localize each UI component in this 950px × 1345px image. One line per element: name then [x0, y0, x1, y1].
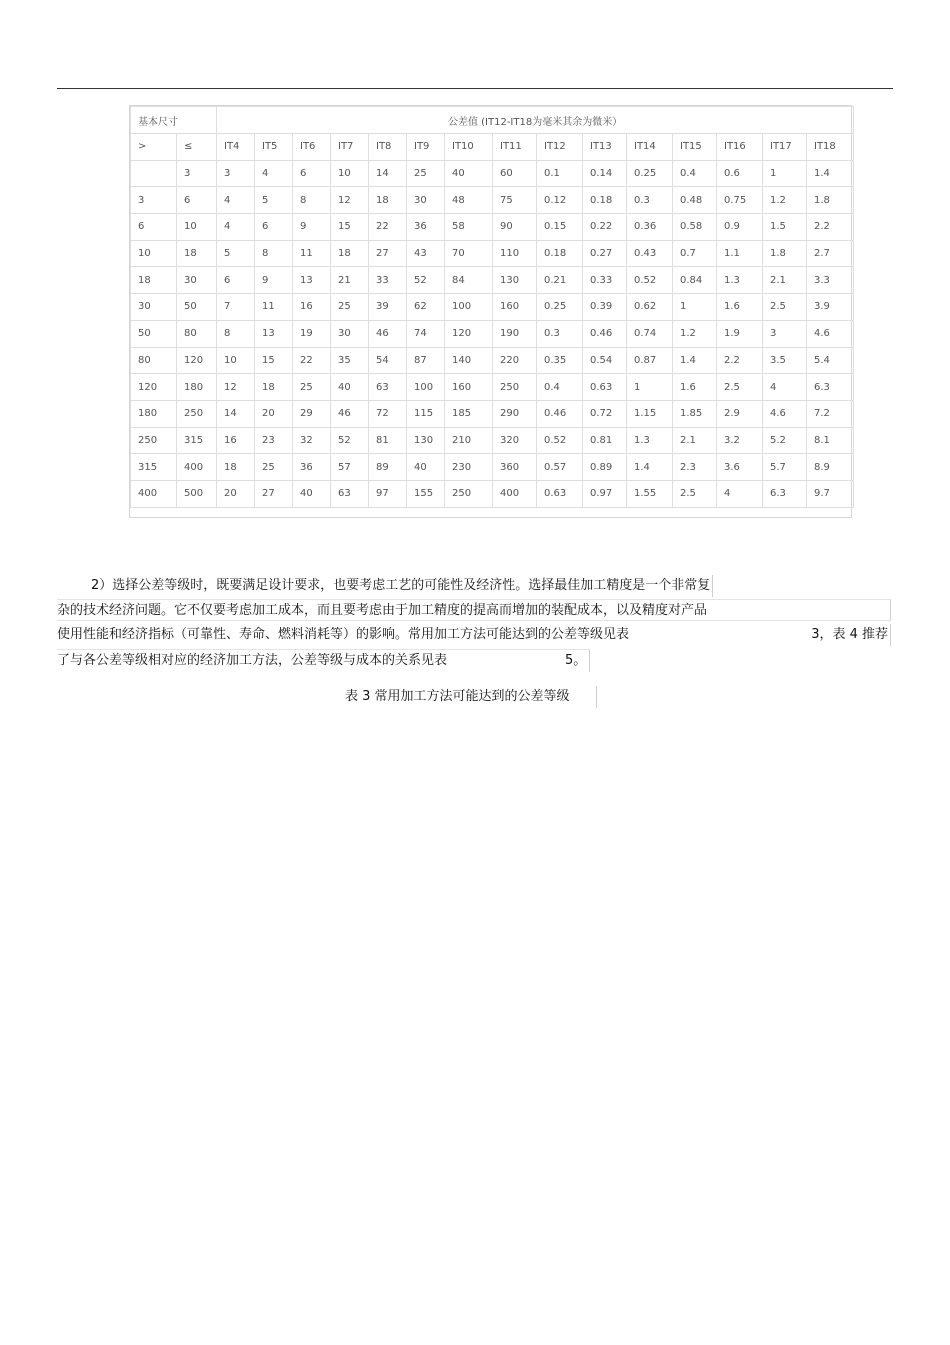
table-cell: 48 — [445, 187, 493, 214]
table-cell: 89 — [369, 454, 407, 481]
table-cell: 1.4 — [673, 347, 717, 374]
table-cell: 43 — [407, 240, 445, 267]
table-cell: 3.6 — [717, 454, 763, 481]
table-cell: 290 — [493, 400, 537, 427]
table-cell: 18 — [369, 187, 407, 214]
table-cell: 2.7 — [807, 240, 854, 267]
table-cell: 4 — [217, 187, 255, 214]
table-cell: 22 — [293, 347, 331, 374]
table-cell: 6 — [217, 267, 255, 294]
table-cell: 2.5 — [763, 294, 807, 321]
column-header: IT17 — [763, 134, 807, 161]
table-cell: 12 — [217, 374, 255, 401]
table-cell: 0.43 — [627, 240, 673, 267]
table-cell: 1 — [763, 160, 807, 187]
table-cell: 2.1 — [673, 427, 717, 454]
table-cell: 29 — [293, 400, 331, 427]
column-header: IT13 — [583, 134, 627, 161]
table-cell: 3 — [217, 160, 255, 187]
paragraph-text: 使用性能和经济指标（可靠性、寿命、燃料消耗等）的影响。常用加工方法可能达到的公差等级见表 — [57, 627, 630, 642]
paragraph-line: 2）选择公差等级时，既要满足设计要求，也要考虑工艺的可能性及经济性。选择最佳加工精度是一个非常复 — [57, 575, 713, 597]
table-cell: 25 — [407, 160, 445, 187]
table-cell: 0.46 — [537, 400, 583, 427]
column-header: IT15 — [673, 134, 717, 161]
tolerance-table — [130, 106, 854, 508]
table-cell: 120 — [177, 347, 217, 374]
table-cell: 3.9 — [807, 294, 854, 321]
table-cell: 10 — [131, 240, 177, 267]
column-header: IT14 — [627, 134, 673, 161]
table-cell: 14 — [217, 400, 255, 427]
table-cell: 5.2 — [763, 427, 807, 454]
table-cell: 74 — [407, 320, 445, 347]
table-cell: 9.7 — [807, 480, 854, 507]
table-cell: 2.9 — [717, 400, 763, 427]
table-cell: 0.15 — [537, 214, 583, 241]
table-cell: 40 — [293, 480, 331, 507]
table-cell: 25 — [293, 374, 331, 401]
table-cell: 87 — [407, 347, 445, 374]
table-cell: 1.55 — [627, 480, 673, 507]
table-cell: 2.2 — [717, 347, 763, 374]
table-row — [131, 187, 854, 214]
table-cell: 23 — [255, 427, 293, 454]
table-cell: 0.18 — [583, 187, 627, 214]
paragraph-line — [57, 649, 590, 672]
table-cell: 0.36 — [627, 214, 673, 241]
table-cell: 250 — [177, 400, 217, 427]
table-cell: 81 — [369, 427, 407, 454]
table-cell: 230 — [445, 454, 493, 481]
table-cell: 15 — [255, 347, 293, 374]
table-cell: 2.5 — [717, 374, 763, 401]
table-cell: 6 — [131, 214, 177, 241]
table-cell: 1.1 — [717, 240, 763, 267]
table-cell: 360 — [493, 454, 537, 481]
table-cell: 1.8 — [807, 187, 854, 214]
table-cell: 1.6 — [717, 294, 763, 321]
table-cell: 40 — [331, 374, 369, 401]
column-header: IT12 — [537, 134, 583, 161]
table-cell: 63 — [331, 480, 369, 507]
table-cell: 20 — [255, 400, 293, 427]
column-header: IT8 — [369, 134, 407, 161]
table-cell: 52 — [407, 267, 445, 294]
table-cell: 0.97 — [583, 480, 627, 507]
column-header: IT10 — [445, 134, 493, 161]
table-cell: 9 — [293, 214, 331, 241]
table-cell: 11 — [255, 294, 293, 321]
paragraph-text: 3，表 4 推荐 — [811, 627, 888, 642]
table-cell: 18 — [131, 267, 177, 294]
table-row — [131, 374, 854, 401]
table-cell: 0.58 — [673, 214, 717, 241]
table-cell: 1.3 — [717, 267, 763, 294]
table-cell: 84 — [445, 267, 493, 294]
table-cell: 0.72 — [583, 400, 627, 427]
table-cell: 6.3 — [807, 374, 854, 401]
table-cell: 5 — [217, 240, 255, 267]
table-cell: 2.2 — [807, 214, 854, 241]
table-row — [131, 267, 854, 294]
table-cell: 3.5 — [763, 347, 807, 374]
table-cell: 0.63 — [583, 374, 627, 401]
table-cell: 0.22 — [583, 214, 627, 241]
table-column-header-row — [131, 134, 854, 161]
table-cell: 60 — [493, 160, 537, 187]
table-cell: 8 — [217, 320, 255, 347]
table-cell: 80 — [177, 320, 217, 347]
table-cell: 5.4 — [807, 347, 854, 374]
table-cell: 0.57 — [537, 454, 583, 481]
table-cell: 30 — [131, 294, 177, 321]
table-row — [131, 294, 854, 321]
table-cell: 3 — [131, 187, 177, 214]
table-cell: 1 — [627, 374, 673, 401]
basic-size-header: 基本尺寸 — [131, 107, 217, 134]
table-cell: 0.18 — [537, 240, 583, 267]
table-cell: 155 — [407, 480, 445, 507]
table-row — [131, 347, 854, 374]
table-cell: 52 — [331, 427, 369, 454]
table-cell: 54 — [369, 347, 407, 374]
table-cell: 1.2 — [763, 187, 807, 214]
table-cell: 190 — [493, 320, 537, 347]
table-cell: 97 — [369, 480, 407, 507]
tolerance-header: 公差值 (IT12-IT18为毫米其余为微米） — [217, 107, 854, 134]
table-cell: 16 — [217, 427, 255, 454]
table-cell: 0.25 — [627, 160, 673, 187]
table-cell: 39 — [369, 294, 407, 321]
table-cell: 72 — [369, 400, 407, 427]
table-cell: 4 — [763, 374, 807, 401]
table-row — [131, 214, 854, 241]
table-cell: 4 — [217, 214, 255, 241]
table-cell: 18 — [255, 374, 293, 401]
table-cell: 250 — [493, 374, 537, 401]
table-cell: 3.2 — [717, 427, 763, 454]
table-cell: 0.1 — [537, 160, 583, 187]
table-cell: 315 — [177, 427, 217, 454]
table-cell: 13 — [293, 267, 331, 294]
table-cell: 400 — [131, 480, 177, 507]
table-cell: 18 — [331, 240, 369, 267]
table-cell: 0.39 — [583, 294, 627, 321]
table-cell: 70 — [445, 240, 493, 267]
column-header: IT4 — [217, 134, 255, 161]
column-header: > — [131, 134, 177, 161]
table-cell — [131, 160, 177, 187]
paragraph-line — [57, 624, 891, 646]
table-cell: 11 — [293, 240, 331, 267]
table-cell: 100 — [445, 294, 493, 321]
table-cell: 30 — [331, 320, 369, 347]
table-cell: 63 — [369, 374, 407, 401]
table-cell: 6 — [177, 187, 217, 214]
table-row — [131, 454, 854, 481]
table-cell: 3.3 — [807, 267, 854, 294]
table-cell: 0.9 — [717, 214, 763, 241]
column-header: IT11 — [493, 134, 537, 161]
table-cell: 40 — [445, 160, 493, 187]
table-cell: 18 — [177, 240, 217, 267]
table-cell: 8 — [255, 240, 293, 267]
table-row — [131, 160, 854, 187]
table-cell: 0.54 — [583, 347, 627, 374]
table-cell: 1.9 — [717, 320, 763, 347]
column-header: IT7 — [331, 134, 369, 161]
table-cell: 1.15 — [627, 400, 673, 427]
column-header: IT5 — [255, 134, 293, 161]
table-cell: 130 — [493, 267, 537, 294]
table-header-row — [131, 107, 854, 134]
table-caption: 表 3 常用加工方法可能达到的公差等级 — [345, 686, 597, 708]
table-cell: 8.1 — [807, 427, 854, 454]
table-cell: 0.52 — [537, 427, 583, 454]
table-cell: 90 — [493, 214, 537, 241]
column-header: IT6 — [293, 134, 331, 161]
header-rule — [57, 88, 893, 89]
table-cell: 35 — [331, 347, 369, 374]
table-cell: 8.9 — [807, 454, 854, 481]
table-cell: 180 — [131, 400, 177, 427]
table-cell: 57 — [331, 454, 369, 481]
table-cell: 18 — [217, 454, 255, 481]
table-cell: 50 — [177, 294, 217, 321]
table-cell: 19 — [293, 320, 331, 347]
table-cell: 36 — [293, 454, 331, 481]
table-cell: 27 — [255, 480, 293, 507]
table-cell: 210 — [445, 427, 493, 454]
table-cell: 21 — [331, 267, 369, 294]
table-cell: 100 — [407, 374, 445, 401]
table-cell: 1.3 — [627, 427, 673, 454]
table-cell: 6 — [255, 214, 293, 241]
table-cell: 1.4 — [807, 160, 854, 187]
table-cell: 4.6 — [763, 400, 807, 427]
table-cell: 0.25 — [537, 294, 583, 321]
table-row — [131, 240, 854, 267]
table-cell: 0.87 — [627, 347, 673, 374]
table-cell: 0.27 — [583, 240, 627, 267]
table-cell: 115 — [407, 400, 445, 427]
table-cell: 400 — [493, 480, 537, 507]
table-cell: 160 — [493, 294, 537, 321]
table-cell: 32 — [293, 427, 331, 454]
table-cell: 1.2 — [673, 320, 717, 347]
table-cell: 1.8 — [763, 240, 807, 267]
table-cell: 7.2 — [807, 400, 854, 427]
table-cell: 0.7 — [673, 240, 717, 267]
table-cell: 8 — [293, 187, 331, 214]
table-cell: 2.3 — [673, 454, 717, 481]
table-cell: 0.14 — [583, 160, 627, 187]
table-cell: 6.3 — [763, 480, 807, 507]
table-cell: 27 — [369, 240, 407, 267]
table-cell: 320 — [493, 427, 537, 454]
table-cell: 14 — [369, 160, 407, 187]
table-cell: 25 — [331, 294, 369, 321]
table-cell: 0.89 — [583, 454, 627, 481]
table-cell: 0.84 — [673, 267, 717, 294]
table-cell: 0.21 — [537, 267, 583, 294]
table-row — [131, 480, 854, 507]
table-cell: 1 — [673, 294, 717, 321]
table-cell: 0.3 — [627, 187, 673, 214]
table-cell: 62 — [407, 294, 445, 321]
table-cell: 185 — [445, 400, 493, 427]
table-cell: 0.75 — [717, 187, 763, 214]
table-cell: 250 — [131, 427, 177, 454]
table-cell: 130 — [407, 427, 445, 454]
table-cell: 30 — [407, 187, 445, 214]
column-header: IT18 — [807, 134, 854, 161]
table-cell: 46 — [369, 320, 407, 347]
table-cell: 315 — [131, 454, 177, 481]
table-cell: 1.85 — [673, 400, 717, 427]
table-cell: 500 — [177, 480, 217, 507]
table-cell: 120 — [131, 374, 177, 401]
table-cell: 5.7 — [763, 454, 807, 481]
table-cell: 4.6 — [807, 320, 854, 347]
table-cell: 0.46 — [583, 320, 627, 347]
table-cell: 0.4 — [537, 374, 583, 401]
table-cell: 2.1 — [763, 267, 807, 294]
table-cell: 0.62 — [627, 294, 673, 321]
table-cell: 0.63 — [537, 480, 583, 507]
table-cell: 40 — [407, 454, 445, 481]
table-cell: 0.52 — [627, 267, 673, 294]
table-cell: 2.5 — [673, 480, 717, 507]
table-cell: 20 — [217, 480, 255, 507]
column-header: IT9 — [407, 134, 445, 161]
paragraph-text: 了与各公差等级相对应的经济加工方法，公差等级与成本的关系见表 — [57, 653, 448, 668]
table-cell: 400 — [177, 454, 217, 481]
table-cell: 160 — [445, 374, 493, 401]
table-cell: 0.6 — [717, 160, 763, 187]
table-cell: 140 — [445, 347, 493, 374]
table-cell: 75 — [493, 187, 537, 214]
table-row — [131, 320, 854, 347]
table-cell: 5 — [255, 187, 293, 214]
table-cell: 7 — [217, 294, 255, 321]
table-cell: 30 — [177, 267, 217, 294]
table-cell: 0.12 — [537, 187, 583, 214]
table-cell: 6 — [293, 160, 331, 187]
paragraph-line: 杂的技术经济问题。它不仅要考虑加工成本，而且要考虑由于加工精度的提高而增加的装配成本，以及精度对产品 — [57, 599, 891, 621]
table-cell: 1.5 — [763, 214, 807, 241]
table-cell: 3 — [177, 160, 217, 187]
table-cell: 0.33 — [583, 267, 627, 294]
tolerance-table-image — [129, 105, 852, 518]
table-cell: 10 — [177, 214, 217, 241]
table-row — [131, 400, 854, 427]
table-cell: 180 — [177, 374, 217, 401]
table-cell: 46 — [331, 400, 369, 427]
table-row — [131, 427, 854, 454]
table-cell: 10 — [217, 347, 255, 374]
column-header: ≤ — [177, 134, 217, 161]
column-header: IT16 — [717, 134, 763, 161]
table-cell: 1.6 — [673, 374, 717, 401]
table-cell: 16 — [293, 294, 331, 321]
table-cell: 12 — [331, 187, 369, 214]
table-cell: 0.48 — [673, 187, 717, 214]
table-cell: 10 — [331, 160, 369, 187]
table-cell: 1.4 — [627, 454, 673, 481]
table-cell: 36 — [407, 214, 445, 241]
table-cell: 0.74 — [627, 320, 673, 347]
table-cell: 0.3 — [537, 320, 583, 347]
table-cell: 22 — [369, 214, 407, 241]
table-cell: 15 — [331, 214, 369, 241]
table-cell: 50 — [131, 320, 177, 347]
table-cell: 250 — [445, 480, 493, 507]
table-cell: 3 — [763, 320, 807, 347]
paragraph-text: 5。 — [565, 653, 587, 668]
table-cell: 25 — [255, 454, 293, 481]
table-cell: 13 — [255, 320, 293, 347]
table-cell: 220 — [493, 347, 537, 374]
table-cell: 4 — [717, 480, 763, 507]
table-cell: 33 — [369, 267, 407, 294]
table-cell: 110 — [493, 240, 537, 267]
table-cell: 0.81 — [583, 427, 627, 454]
table-cell: 9 — [255, 267, 293, 294]
table-cell: 80 — [131, 347, 177, 374]
table-cell: 120 — [445, 320, 493, 347]
table-cell: 0.35 — [537, 347, 583, 374]
table-cell: 0.4 — [673, 160, 717, 187]
table-cell: 58 — [445, 214, 493, 241]
table-cell: 4 — [255, 160, 293, 187]
